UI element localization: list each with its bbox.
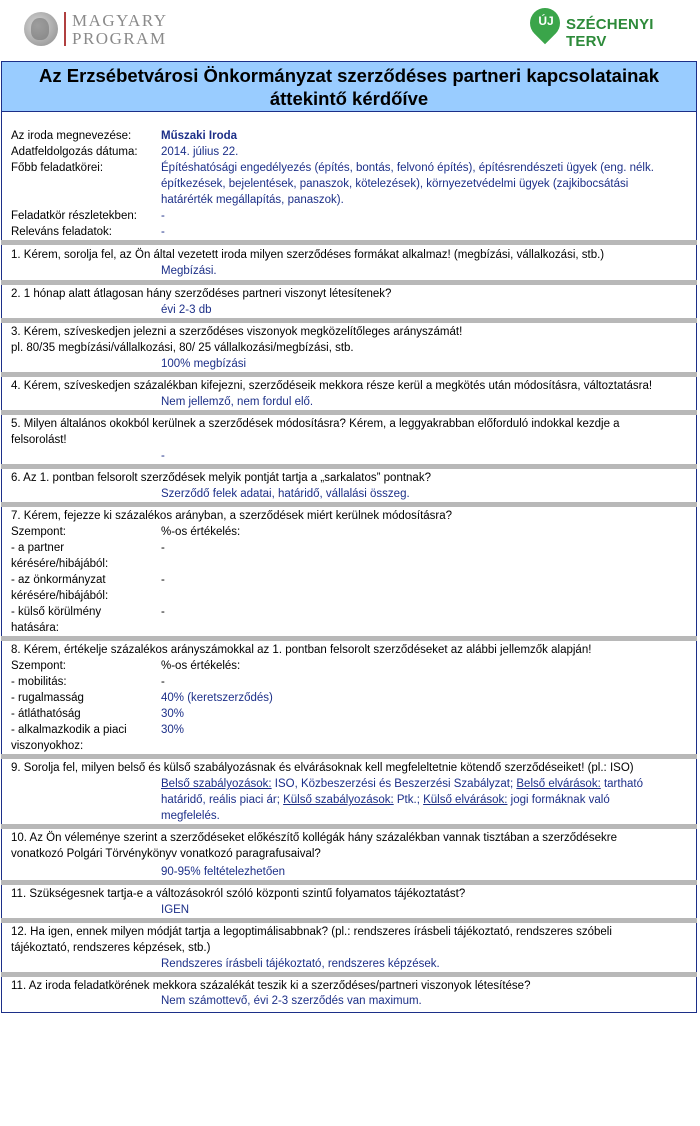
criteria-transparency: - átláthatóság bbox=[11, 708, 81, 720]
criteria-partner-line-1: - a partner bbox=[11, 542, 65, 554]
tasks-label: Főbb feladatkörei: bbox=[11, 162, 104, 174]
detail-label: Feladatkör részletekben: bbox=[11, 210, 137, 222]
rating-external: - bbox=[161, 606, 165, 618]
logo-text-uj: ÚJ bbox=[538, 14, 554, 28]
internal-expectations-text-cont: határidő, reális piaci ár; bbox=[161, 794, 284, 806]
logo-divider bbox=[64, 12, 66, 46]
separator bbox=[1, 918, 697, 923]
separator bbox=[1, 824, 697, 829]
rating-header: %-os értékelés: bbox=[161, 526, 241, 538]
rating-municipality: - bbox=[161, 574, 165, 586]
portrait-icon bbox=[24, 12, 58, 46]
question-8: 8. Kérem, értékelje százalékos arányszámokkal az 1. pontban felsorolt szerződéseket az alábbi jellemzők alapján! bbox=[11, 644, 592, 656]
date-value: 2014. július 22. bbox=[161, 146, 239, 158]
answer-5: - bbox=[161, 450, 165, 462]
question-11: 11. Szükségesnek tartja-e a változásokról szóló központi szintű folyamatos tájékoztatást? bbox=[11, 888, 466, 900]
internal-expectations-text: tartható bbox=[600, 778, 643, 790]
question-10-line-2: vonatkozó Polgári Törvénykönyv vonatkozó paragrafusaival? bbox=[11, 848, 321, 860]
rating-transparency: 30% bbox=[161, 708, 185, 720]
question-9: 9. Sorolja fel, milyen belső és külső szabályozásnak és elvárásoknak kell megfeleltetnie kötendő szerződéseiket! (pl.: ISO) bbox=[11, 762, 634, 774]
question-3-line-2: pl. 80/35 megbízási/vállalkozási, 80/ 25 vállalkozási/megbízási, stb. bbox=[11, 342, 354, 354]
criteria-header: Szempont: bbox=[11, 660, 66, 672]
question-10-line-1: 10. Az Ön véleménye szerint a szerződéseket előkészítő kollégák hány százalékban vannak tisztában a szerződésekre bbox=[11, 832, 618, 844]
answer-11: IGEN bbox=[161, 904, 190, 916]
separator bbox=[1, 280, 697, 285]
answer-3: 100% megbízási bbox=[161, 358, 247, 370]
office-label: Az iroda megnevezése: bbox=[11, 130, 132, 142]
rating-market: 30% bbox=[161, 724, 185, 736]
answer-2: évi 2-3 db bbox=[161, 304, 212, 316]
rating-header: %-os értékelés: bbox=[161, 660, 241, 672]
question-13: 11. Az iroda feladatkörének mekkora százalékát teszik ki a szerződéses/partneri viszonyok létesítése? bbox=[11, 980, 531, 992]
separator bbox=[1, 754, 697, 759]
criteria-flexibility: - rugalmasság bbox=[11, 692, 84, 704]
separator bbox=[1, 636, 697, 641]
separator bbox=[1, 240, 697, 245]
criteria-mobility: - mobilitás: bbox=[11, 676, 67, 688]
separator bbox=[1, 372, 697, 377]
answer-1: Megbízási. bbox=[161, 265, 217, 277]
title-line-2: áttekintő kérdőíve bbox=[269, 88, 429, 109]
criteria-market-line-2: viszonyokhoz: bbox=[11, 740, 84, 752]
rating-mobility: - bbox=[161, 676, 165, 688]
separator bbox=[1, 972, 697, 977]
szechenyi-terv-logo bbox=[528, 4, 698, 56]
external-expectations-label: Külső elvárások: bbox=[423, 794, 508, 806]
questionnaire-frame bbox=[1, 61, 697, 1013]
question-5-line-1: 5. Milyen általános okokból kerülnek a szerződések módosításra? Kérem, a leggyakrabban előforduló indokkal kezdje a bbox=[11, 418, 620, 430]
question-5-line-2: felsorolást! bbox=[11, 434, 67, 446]
question-12-line-2: tájékoztató, rendszeres képzések, stb.) bbox=[11, 942, 211, 954]
answer-9-line-1 bbox=[161, 778, 643, 790]
separator bbox=[1, 880, 697, 885]
rating-flexibility: 40% (keretszerződés) bbox=[161, 692, 273, 704]
criteria-partner-line-2: kérésére/hibájából: bbox=[11, 558, 109, 570]
answer-13: Nem számottevő, évi 2-3 szerződés van maximum. bbox=[161, 995, 422, 1007]
page-header bbox=[0, 0, 700, 60]
rating-partner: - bbox=[161, 542, 165, 554]
external-expectations-text: jogi formáknak való bbox=[507, 794, 610, 806]
external-regulations-text: Ptk.; bbox=[393, 794, 424, 806]
answer-12: Rendszeres írásbeli tájékoztató, rendszeres képzések. bbox=[161, 958, 440, 970]
title-line-1: Az Erzsébetvárosi Önkormányzat szerződéses partneri kapcsolatainak bbox=[38, 65, 659, 86]
internal-regulations-label: Belső szabályozások: bbox=[161, 778, 272, 790]
question-4: 4. Kérem, szíveskedjen százalékban kifejezni, szerződéseik mekkora része kerül a megkötés után módosításra, változtatásra! bbox=[11, 380, 653, 392]
separator bbox=[1, 410, 697, 415]
question-3-line-1: 3. Kérem, szíveskedjen jelezni a szerződéses viszonyok megközelítőleges arányszámát! bbox=[11, 326, 463, 338]
criteria-external-line-2: hatására: bbox=[11, 622, 59, 634]
answer-4: Nem jellemző, nem fordul elő. bbox=[161, 396, 314, 408]
separator bbox=[1, 464, 697, 469]
tasks-value-line-3: határérték megállapítás, panaszok). bbox=[161, 194, 344, 206]
internal-expectations-label: Belső elvárások: bbox=[516, 778, 601, 790]
logo-text-magyary: MAGYARY bbox=[72, 11, 168, 30]
answer-10: 90-95% feltételezhetően bbox=[161, 866, 286, 878]
question-2: 2. 1 hónap alatt átlagosan hány szerződéses partneri viszonyt létesítenek? bbox=[11, 288, 392, 300]
criteria-market-line-1: - alkalmazkodik a piaci bbox=[11, 724, 127, 736]
criteria-external-line-1: - külső körülmény bbox=[11, 606, 102, 618]
question-12-line-1: 12. Ha igen, ennek milyen módját tartja a legoptimálisabbnak? (pl.: rendszeres írásbeli tájékoztató, rendszeres szóbeli bbox=[11, 926, 612, 938]
answer-9-line-2 bbox=[161, 794, 610, 806]
relevant-value: - bbox=[161, 226, 165, 238]
criteria-municipality-line-2: kérésére/hibájából: bbox=[11, 590, 109, 602]
question-1: 1. Kérem, sorolja fel, az Ön által vezetett iroda milyen szerződéses formákat alkalmaz! (megbízási, vállalkozási, stb.) bbox=[11, 249, 605, 261]
relevant-label: Releváns feladatok: bbox=[11, 226, 113, 238]
date-label: Adatfeldolgozás dátuma: bbox=[11, 146, 138, 158]
tasks-value-line-2: építkezések, bejelentések, panaszok, kötelezések), környezetvédelmi ügyek (zajkibocsátási bbox=[161, 178, 629, 190]
tasks-value-line-1: Építéshatósági engedélyezés (építés, bontás, felvonó építés), építésrendészeti ügyek (eng. nélk. bbox=[161, 162, 654, 174]
answer-6: Szerződő felek adatai, határidő, vállalási összeg. bbox=[161, 488, 410, 500]
answer-9-line-3: megfelelés. bbox=[161, 810, 220, 822]
logo-text-szechenyi: SZÉCHENYI TERV bbox=[566, 16, 654, 50]
page-title bbox=[1, 61, 697, 112]
question-7: 7. Kérem, fejezze ki százalékos arányban, a szerződések miért kerülnek módosításra? bbox=[11, 510, 453, 522]
office-value: Műszaki Iroda bbox=[161, 130, 238, 142]
logo-text-program: PROGRAM bbox=[72, 29, 167, 48]
separator bbox=[1, 502, 697, 507]
criteria-municipality-line-1: - az önkormányzat bbox=[11, 574, 106, 586]
question-6: 6. Az 1. pontban felsorolt szerződések melyik pontját tartja a „sarkalatos” pontnak? bbox=[11, 472, 431, 484]
detail-value: - bbox=[161, 210, 165, 222]
magyary-program-logo bbox=[24, 10, 168, 48]
separator bbox=[1, 318, 697, 323]
criteria-header: Szempont: bbox=[11, 526, 66, 538]
internal-regulations-text: ISO, Közbeszerzési és Beszerzési Szabályzat; bbox=[271, 778, 517, 790]
external-regulations-label: Külső szabályozások: bbox=[283, 794, 394, 806]
